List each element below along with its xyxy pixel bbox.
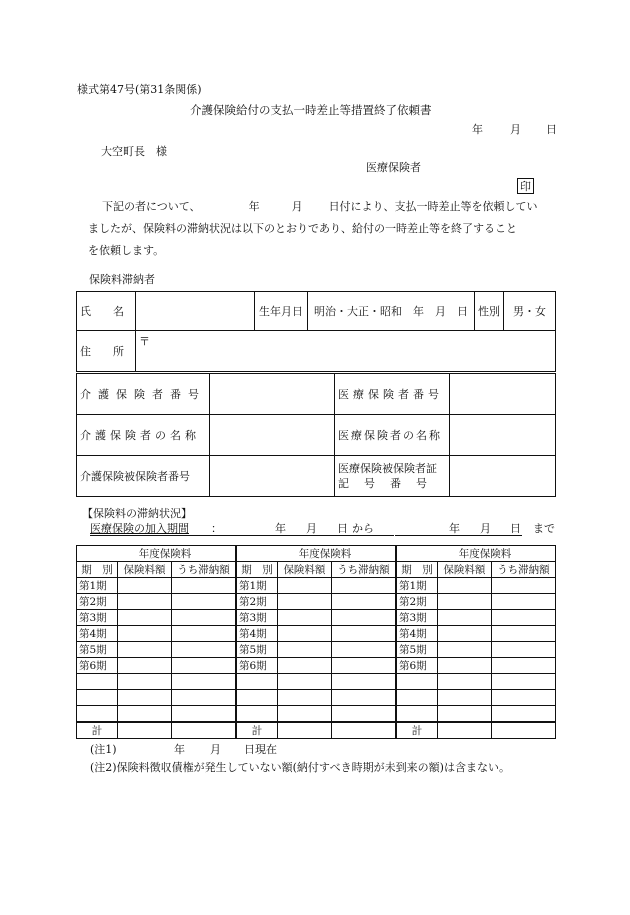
arrears-amount-cell[interactable]	[491, 594, 555, 610]
arrears-amount-cell[interactable]	[491, 674, 555, 690]
premium-amount-cell[interactable]	[277, 706, 331, 723]
premium-amount-cell[interactable]	[437, 578, 491, 594]
postal-mark: 〒	[139, 335, 150, 348]
premium-column-header: うち滞納額	[331, 562, 396, 578]
care-insurer-number-label: 介護保険者番号	[77, 374, 210, 415]
arrears-amount-cell[interactable]	[171, 658, 236, 674]
name-field[interactable]	[136, 292, 255, 331]
total-premium-cell[interactable]	[118, 722, 172, 739]
enrollment-month: 月	[306, 522, 317, 535]
premium-amount-cell[interactable]	[277, 658, 331, 674]
period-label	[236, 674, 278, 690]
premium-column-header: 保険料額	[437, 562, 491, 578]
arrears-amount-cell[interactable]	[331, 642, 396, 658]
total-arrears-cell[interactable]	[331, 722, 396, 739]
name-label: 氏 名	[77, 292, 136, 331]
date-day: 日	[546, 123, 557, 136]
period-label: 第3期	[236, 610, 278, 626]
premium-amount-cell[interactable]	[277, 642, 331, 658]
medical-insured-number-line1: 医療保険被保険者証	[338, 462, 437, 475]
birth-label: 生年月日	[255, 292, 308, 331]
total-arrears-cell[interactable]	[491, 722, 555, 739]
arrears-amount-cell[interactable]	[171, 626, 236, 642]
premium-row	[77, 642, 556, 658]
premium-amount-cell[interactable]	[118, 578, 172, 594]
arrears-amount-cell[interactable]	[171, 642, 236, 658]
premium-amount-cell[interactable]	[277, 610, 331, 626]
arrears-amount-cell[interactable]	[491, 690, 555, 706]
premium-row	[77, 594, 556, 610]
premium-amount-cell[interactable]	[437, 658, 491, 674]
enrollment-until: まで	[533, 522, 555, 535]
premium-column-header: うち滞納額	[491, 562, 555, 578]
birth-value[interactable]: 明治・大正・昭和 年 月 日	[308, 292, 475, 331]
period-label	[236, 690, 278, 706]
enrollment-month2: 月	[480, 522, 491, 535]
period-label	[396, 690, 438, 706]
premium-row	[77, 706, 556, 723]
sex-value[interactable]: 男・女	[504, 292, 556, 331]
premium-group-header: 年度保険料	[77, 546, 236, 562]
arrears-amount-cell[interactable]	[331, 706, 396, 723]
address-label: 住 所	[77, 331, 136, 372]
date-month: 月	[510, 123, 521, 136]
enrollment-colon: ：	[211, 522, 222, 535]
body-line3: を依頼します。	[88, 244, 165, 257]
body-line1-year: 年	[248, 200, 260, 213]
form-title: 介護保険給付の支払一時差止等措置終了依頼書	[190, 103, 432, 117]
arrears-amount-cell[interactable]	[171, 706, 236, 723]
medical-insured-number-field[interactable]	[450, 456, 556, 497]
period-label: 第1期	[236, 578, 278, 594]
period-label	[77, 706, 118, 723]
premium-amount-cell[interactable]	[437, 690, 491, 706]
arrears-amount-cell[interactable]	[491, 642, 555, 658]
premium-amount-cell[interactable]	[118, 642, 172, 658]
arrears-amount-cell[interactable]	[491, 610, 555, 626]
total-premium-cell[interactable]	[437, 722, 491, 739]
enrollment-year2: 年	[449, 522, 460, 535]
premium-amount-cell[interactable]	[118, 610, 172, 626]
address-field[interactable]	[136, 331, 556, 372]
premium-row	[77, 610, 556, 626]
enrollment-label: 医療保険の加入期間	[90, 522, 189, 535]
premium-amount-cell[interactable]	[118, 706, 172, 723]
care-insured-number-field[interactable]	[210, 456, 335, 497]
arrears-amount-cell[interactable]	[491, 706, 555, 723]
addressee: 大空町長 様	[101, 145, 167, 158]
premium-amount-cell[interactable]	[277, 674, 331, 690]
medical-insurer-name-field[interactable]	[450, 415, 556, 456]
period-label: 第4期	[77, 626, 118, 642]
premium-amount-cell[interactable]	[437, 610, 491, 626]
seal-mark: 印	[517, 178, 534, 194]
medical-insured-number-line2: 記 号 番 号	[338, 477, 429, 490]
care-insurer-number-field[interactable]	[210, 374, 335, 415]
enrollment-year: 年	[275, 522, 286, 535]
sender-label: 医療保険者	[366, 161, 421, 174]
medical-insured-number-label	[335, 456, 450, 497]
premium-amount-cell[interactable]	[277, 626, 331, 642]
premium-amount-cell[interactable]	[118, 690, 172, 706]
arrears-amount-cell[interactable]	[171, 690, 236, 706]
total-label: 計	[77, 722, 118, 739]
period-label: 第1期	[77, 578, 118, 594]
premium-amount-cell[interactable]	[277, 594, 331, 610]
premium-amount-cell[interactable]	[437, 594, 491, 610]
premium-column-header: 期 別	[396, 562, 438, 578]
note1-year: 年	[174, 743, 185, 756]
section-label: 保険料滞納者	[89, 273, 155, 286]
premium-group-header: 年度保険料	[236, 546, 396, 562]
arrears-amount-cell[interactable]	[331, 594, 396, 610]
arrears-amount-cell[interactable]	[331, 626, 396, 642]
premium-row	[77, 690, 556, 706]
arrears-amount-cell[interactable]	[331, 674, 396, 690]
premium-amount-cell[interactable]	[277, 690, 331, 706]
enrollment-from: から	[352, 522, 374, 535]
period-label: 第6期	[396, 658, 438, 674]
person-table	[76, 291, 556, 372]
arrears-amount-cell[interactable]	[171, 674, 236, 690]
insurer-table	[76, 373, 556, 497]
premium-amount-cell[interactable]	[118, 594, 172, 610]
note1-text: 日現在	[244, 743, 277, 756]
form-number: 様式第47号(第31条関係)	[77, 83, 202, 96]
total-label: 計	[236, 722, 278, 739]
period-label: 第5期	[396, 642, 438, 658]
body-line1-b: 日付により、支払一時差止等を依頼してい	[328, 200, 538, 213]
premium-row	[77, 578, 556, 594]
enrollment-day2: 日	[510, 522, 521, 535]
period-label: 第2期	[236, 594, 278, 610]
status-heading: 【保険料の滞納状況】	[82, 507, 192, 520]
premium-column-header: 期 別	[77, 562, 118, 578]
premium-row	[77, 658, 556, 674]
premium-amount-cell[interactable]	[277, 578, 331, 594]
enrollment-day: 日	[337, 522, 348, 535]
premium-column-header: 期 別	[236, 562, 278, 578]
period-label: 第6期	[77, 658, 118, 674]
period-label: 第6期	[236, 658, 278, 674]
premium-row	[77, 674, 556, 690]
period-label: 第5期	[236, 642, 278, 658]
period-label	[77, 690, 118, 706]
premium-column-header: 保険料額	[118, 562, 172, 578]
total-label: 計	[396, 722, 438, 739]
body-line2: ましたが、保険料の滞納状況は以下のとおりであり、給付の一時差止等を終了すること	[88, 222, 517, 235]
premium-total-row	[77, 722, 556, 739]
note1-month: 月	[210, 743, 221, 756]
premium-row	[77, 626, 556, 642]
arrears-amount-cell[interactable]	[331, 610, 396, 626]
period-label: 第4期	[396, 626, 438, 642]
period-label: 第1期	[396, 578, 438, 594]
period-label: 第5期	[77, 642, 118, 658]
note1-label: (注1)	[90, 743, 117, 756]
premium-group-header-row	[77, 546, 556, 562]
body-line1-a: 下記の者について、	[102, 200, 201, 213]
body-line1-month: 月	[291, 200, 303, 213]
premium-amount-cell[interactable]	[437, 706, 491, 723]
care-insurer-name-label: 介護保険者の名称	[77, 415, 210, 456]
medical-insurer-name-label: 医療保険者の名称	[335, 415, 450, 456]
period-label: 第2期	[396, 594, 438, 610]
date-year: 年	[472, 123, 483, 136]
arrears-amount-cell[interactable]	[491, 578, 555, 594]
arrears-amount-cell[interactable]	[171, 578, 236, 594]
note2: (注2)保険料徴収債権が発生していない額(納付すべき時期が未到来の額)は含まない。	[90, 761, 510, 774]
premium-table	[76, 545, 556, 739]
period-label: 第3期	[77, 610, 118, 626]
premium-amount-cell[interactable]	[437, 626, 491, 642]
medical-insurer-number-field[interactable]	[450, 374, 556, 415]
premium-column-header: うち滞納額	[171, 562, 236, 578]
period-label	[396, 706, 438, 723]
premium-group-header: 年度保険料	[396, 546, 556, 562]
premium-amount-cell[interactable]	[437, 674, 491, 690]
medical-insurer-number-label: 医療保険者番号	[335, 374, 450, 415]
enrollment-underline-1	[90, 535, 394, 536]
arrears-amount-cell[interactable]	[171, 610, 236, 626]
arrears-amount-cell[interactable]	[491, 626, 555, 642]
period-label: 第2期	[77, 594, 118, 610]
premium-amount-cell[interactable]	[118, 674, 172, 690]
premium-amount-cell[interactable]	[437, 642, 491, 658]
period-label	[236, 706, 278, 723]
period-label	[396, 674, 438, 690]
arrears-amount-cell[interactable]	[331, 690, 396, 706]
premium-amount-cell[interactable]	[118, 626, 172, 642]
sex-label: 性別	[475, 292, 504, 331]
premium-amount-cell[interactable]	[118, 658, 172, 674]
arrears-amount-cell[interactable]	[331, 578, 396, 594]
arrears-amount-cell[interactable]	[171, 594, 236, 610]
arrears-amount-cell[interactable]	[331, 658, 396, 674]
total-arrears-cell[interactable]	[171, 722, 236, 739]
premium-column-header-row	[77, 562, 556, 578]
premium-column-header: 保険料額	[277, 562, 331, 578]
total-premium-cell[interactable]	[277, 722, 331, 739]
body-paragraph	[88, 196, 558, 262]
care-insurer-name-field[interactable]	[210, 415, 335, 456]
arrears-amount-cell[interactable]	[491, 658, 555, 674]
period-label	[77, 674, 118, 690]
period-label: 第4期	[236, 626, 278, 642]
period-label: 第3期	[396, 610, 438, 626]
care-insured-number-label: 介護保険被保険者番号	[77, 456, 210, 497]
